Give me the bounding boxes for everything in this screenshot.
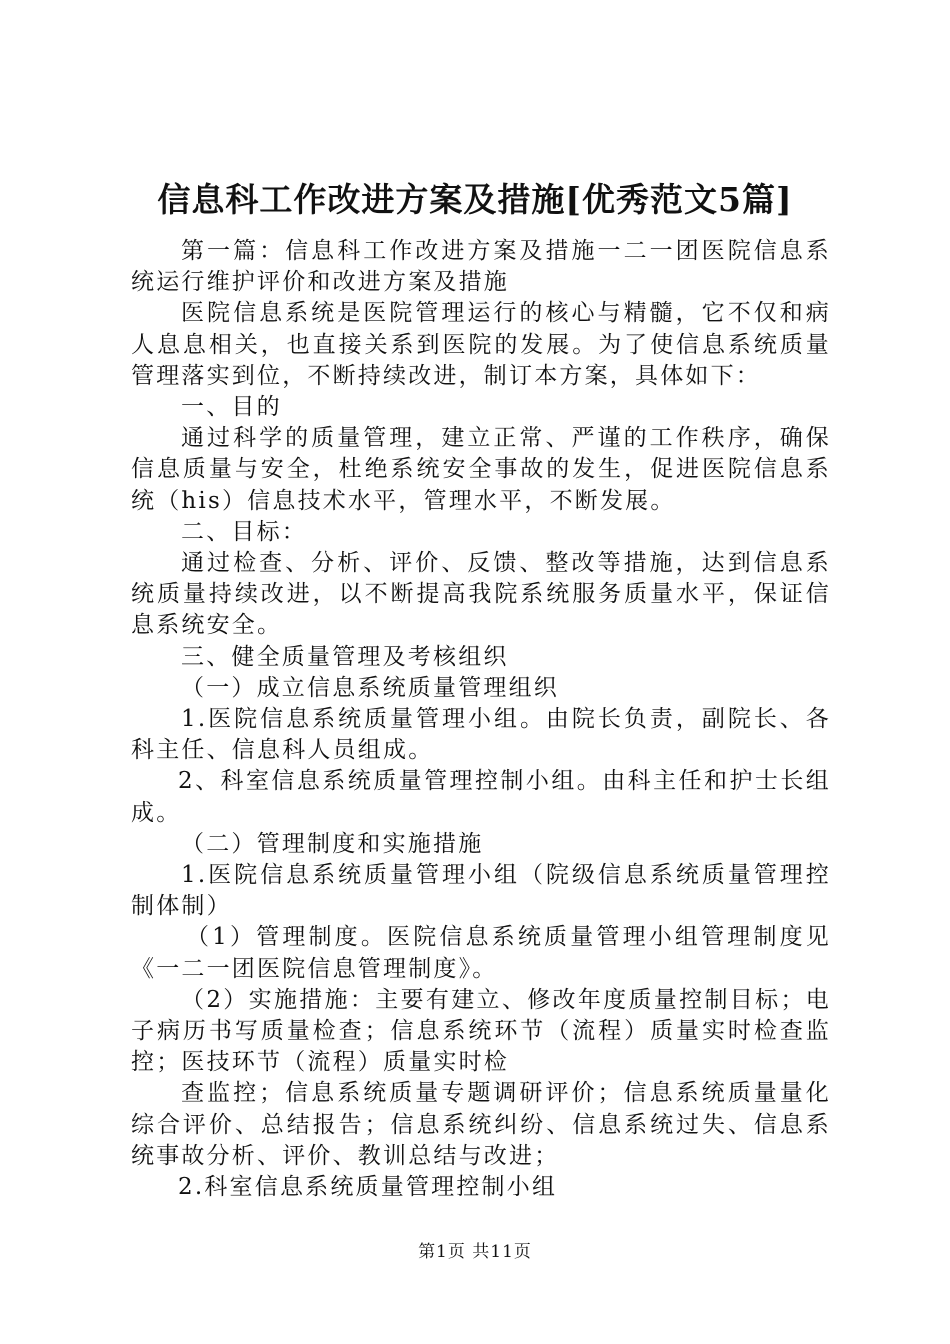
paragraph-4: 通过检查、分析、评价、反馈、整改等措施，达到信息系统质量持续改进，以不断提高我院系统服务质量水平，保证信息系统安全。 [131, 550, 831, 639]
subsection-heading-2: （二）管理制度和实施措施 [181, 830, 484, 857]
paragraph-2: 医院信息系统是医院管理运行的核心与精髓，它不仅和病人息息相关，也直接关系到医院的发展。为了使信息系统质量管理落实到位，不断持续改进，制订本方案，具体如下： [131, 300, 831, 389]
paragraph-11: 2.科室信息系统质量管理控制小组 [178, 1174, 558, 1201]
page-number: 第1页 共11页 [418, 1242, 532, 1262]
paragraph-6: 2、科室信息系统质量管理控制小组。由科主任和护士长组成。 [131, 768, 831, 826]
paragraph-9: （2）实施措施：主要有建立、修改年度质量控制目标；电子病历书写质量检查；信息系统环节（流程）质量实时检查监控；医技环节（流程）质量实时检 [131, 986, 831, 1076]
document-body [131, 236, 831, 1203]
paragraph-10: 查监控；信息系统质量专题调研评价；信息系统质量量化综合评价、总结报告；信息系统纠纷、信息系统过失、信息系统事故分析、评价、教训总结与改进； [131, 1080, 831, 1169]
paragraph-1: 第一篇：信息科工作改进方案及措施一二一团医院信息系统运行维护评价和改进方案及措施 [131, 238, 831, 296]
paragraph-8: （1）管理制度。医院信息系统质量管理小组管理制度见《一二一团医院信息管理制度》。 [131, 924, 831, 982]
paragraph-5: 1.医院信息系统质量管理小组。由院长负责，副院长、各科主任、信息科人员组成。 [131, 706, 831, 764]
section-heading-3: 三、健全质量管理及考核组织 [181, 643, 509, 670]
paragraph-7: 1.医院信息系统质量管理小组（院级信息系统质量管理控制体制） [131, 862, 831, 920]
paragraph-3: 通过科学的质量管理，建立正常、严谨的工作秩序，确保信息质量与安全，杜绝系统安全事故的发生，促进医院信息系统（his）信息技术水平，管理水平，不断发展。 [131, 425, 831, 514]
section-heading-2: 二、目标： [181, 518, 307, 545]
section-heading-1: 一、目的 [181, 394, 282, 421]
document-title: 信息科工作改进方案及措施[优秀范文5篇] [157, 180, 793, 219]
subsection-heading-1: （一）成立信息系统质量管理组织 [181, 674, 559, 701]
